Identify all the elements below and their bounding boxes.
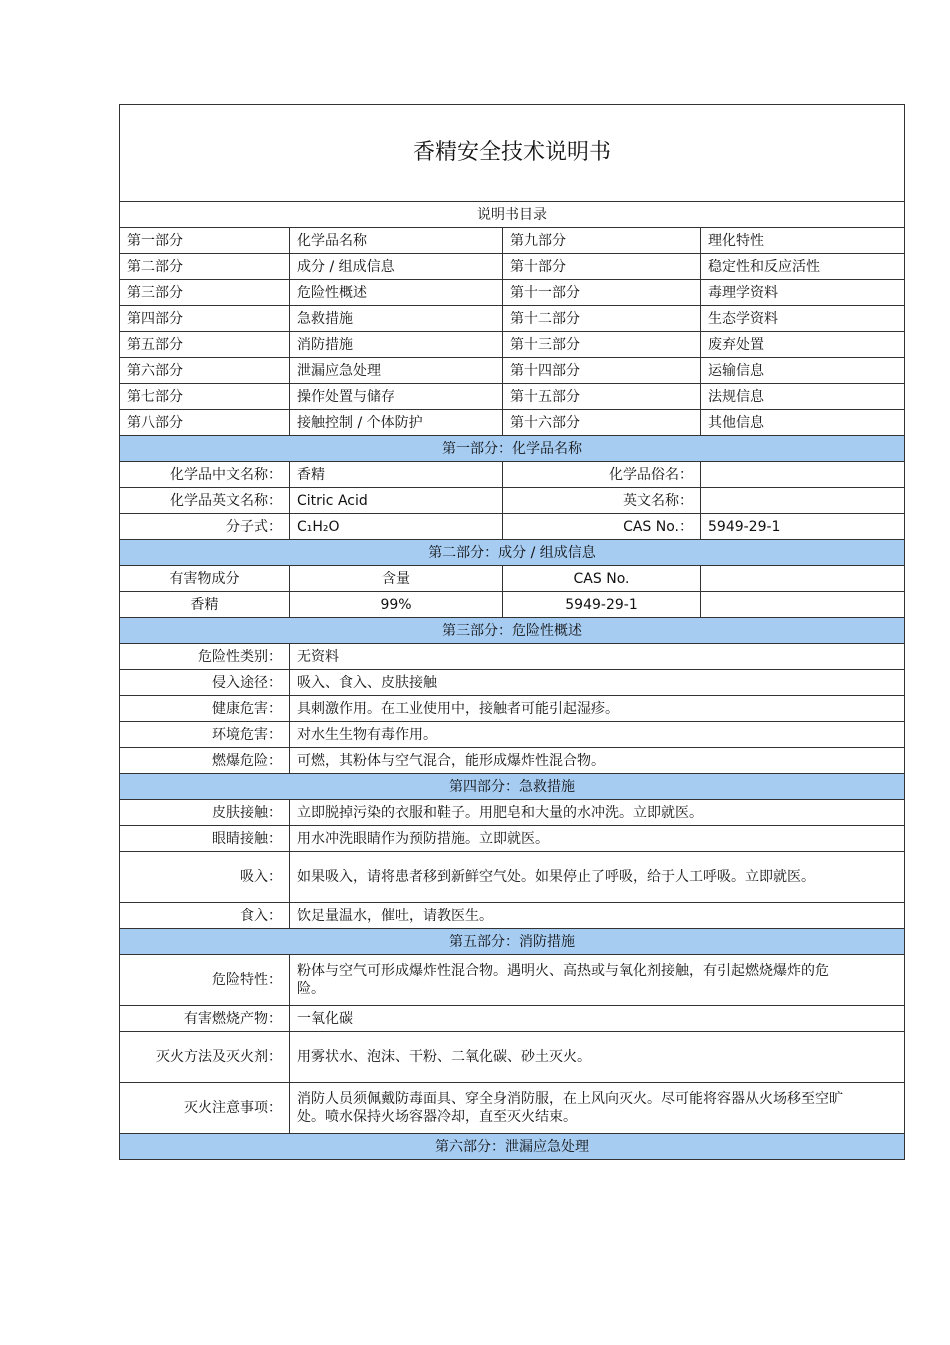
section-3-header: 第三部分：危险性概述 <box>120 618 905 644</box>
toc-title: 生态学资料 <box>701 306 905 332</box>
hazard-row <box>120 696 905 722</box>
toc-title: 泄漏应急处理 <box>290 358 503 384</box>
section-1-header: 第一部分：化学品名称 <box>120 436 905 462</box>
title-row <box>120 105 905 202</box>
toc-part: 第九部分 <box>503 228 701 254</box>
fire-hazard-value: 粉体与空气可形成爆炸性混合物。遇明火、高热或与氧化剂接触，有引起燃烧爆炸的危险。 <box>297 963 829 997</box>
toc-part: 第五部分 <box>120 332 290 358</box>
ingestion-label: 食入： <box>120 903 290 929</box>
first-aid-row <box>120 903 905 929</box>
document-title: 香精安全技术说明书 <box>120 105 905 202</box>
fire-row <box>120 1006 905 1032</box>
hazard-label: 环境危害： <box>120 722 290 748</box>
toc-title: 法规信息 <box>701 384 905 410</box>
en-name-value: Citric Acid <box>290 488 503 514</box>
eye-contact-value: 用水冲洗眼睛作为预防措施。立即就医。 <box>290 826 905 852</box>
empty-cell <box>701 566 905 592</box>
toc-title: 操作处置与储存 <box>290 384 503 410</box>
toc-part: 第三部分 <box>120 280 290 306</box>
hazard-row <box>120 722 905 748</box>
formula-value: C₁H₂O <box>290 514 503 540</box>
common-name-value <box>701 462 905 488</box>
hazard-value: 对水生生物有毒作用。 <box>290 722 905 748</box>
hazard-label: 健康危害： <box>120 696 290 722</box>
toc-part: 第四部分 <box>120 306 290 332</box>
column-header: 含量 <box>290 566 503 592</box>
skin-contact-value: 立即脱掉污染的衣服和鞋子。用肥皂和大量的水冲洗。立即就医。 <box>290 800 905 826</box>
en-alias-value <box>701 488 905 514</box>
fire-row <box>120 955 905 1006</box>
toc-title: 急救措施 <box>290 306 503 332</box>
extinguish-method-value: 用雾状水、泡沫、干粉、二氧化碳、砂土灭火。 <box>290 1032 905 1083</box>
toc-part: 第十四部分 <box>503 358 701 384</box>
inhalation-label: 吸入： <box>120 852 290 903</box>
empty-cell <box>701 592 905 618</box>
toc-part: 第十六部分 <box>503 410 701 436</box>
info-row <box>120 462 905 488</box>
section-5-header: 第五部分：消防措施 <box>120 929 905 955</box>
fire-row <box>120 1032 905 1083</box>
toc-title: 危险性概述 <box>290 280 503 306</box>
toc-heading-row <box>120 202 905 228</box>
eye-contact-label: 眼睛接触： <box>120 826 290 852</box>
cn-name-label: 化学品中文名称： <box>120 462 290 488</box>
section-header-row <box>120 540 905 566</box>
section-4-header: 第四部分：急救措施 <box>120 774 905 800</box>
combustion-products-value: 一氧化碳 <box>290 1006 905 1032</box>
toc-title: 毒理学资料 <box>701 280 905 306</box>
toc-row <box>120 306 905 332</box>
combustion-products-label: 有害燃烧产物： <box>120 1006 290 1032</box>
firefighting-notes-value: 消防人员须佩戴防毒面具、穿全身消防服，在上风向灭火。尽可能将容器从火场移至空旷处。喷水保持火场容器冷却，直至灭火结束。 <box>297 1091 843 1125</box>
toc-row <box>120 358 905 384</box>
formula-label: 分子式： <box>120 514 290 540</box>
toc-title: 理化特性 <box>701 228 905 254</box>
component-cas: 5949-29-1 <box>503 592 701 618</box>
hazard-row <box>120 748 905 774</box>
toc-part: 第七部分 <box>120 384 290 410</box>
fire-hazard-cell <box>290 955 905 1006</box>
section-header-row <box>120 774 905 800</box>
fire-hazard-label: 危险特性： <box>120 955 290 1006</box>
toc-row <box>120 280 905 306</box>
hazard-value: 无资料 <box>290 644 905 670</box>
hazard-row <box>120 644 905 670</box>
hazard-label: 燃爆危险： <box>120 748 290 774</box>
inhalation-cell <box>290 852 905 903</box>
hazard-label: 侵入途径： <box>120 670 290 696</box>
first-aid-row <box>120 852 905 903</box>
hazard-value: 吸入、食入、皮肤接触 <box>290 670 905 696</box>
first-aid-row <box>120 800 905 826</box>
toc-title: 接触控制 / 个体防护 <box>290 410 503 436</box>
msds-table <box>119 104 905 1160</box>
toc-part: 第十五部分 <box>503 384 701 410</box>
toc-part: 第一部分 <box>120 228 290 254</box>
composition-row <box>120 592 905 618</box>
toc-title: 消防措施 <box>290 332 503 358</box>
first-aid-row <box>120 826 905 852</box>
info-row <box>120 514 905 540</box>
toc-row <box>120 384 905 410</box>
section-header-row <box>120 618 905 644</box>
section-2-header: 第二部分：成分 / 组成信息 <box>120 540 905 566</box>
toc-row <box>120 228 905 254</box>
msds-sheet <box>119 104 904 1160</box>
info-row <box>120 488 905 514</box>
firefighting-notes-cell <box>290 1083 905 1134</box>
toc-part: 第十二部分 <box>503 306 701 332</box>
extinguish-method-label: 灭火方法及灭火剂： <box>120 1032 290 1083</box>
hazard-value: 可燃，其粉体与空气混合，能形成爆炸性混合物。 <box>290 748 905 774</box>
en-name-label: 化学品英文名称： <box>120 488 290 514</box>
hazard-label: 危险性类别： <box>120 644 290 670</box>
inhalation-value: 如果吸入，请将患者移到新鲜空气处。如果停止了呼吸，给于人工呼吸。立即就医。 <box>297 869 815 885</box>
skin-contact-label: 皮肤接触： <box>120 800 290 826</box>
fire-row <box>120 1083 905 1134</box>
toc-title: 化学品名称 <box>290 228 503 254</box>
toc-part: 第二部分 <box>120 254 290 280</box>
section-6-header: 第六部分：泄漏应急处理 <box>120 1134 905 1160</box>
cas-value: 5949-29-1 <box>701 514 905 540</box>
cas-label: CAS No.： <box>503 514 701 540</box>
toc-heading: 说明书目录 <box>120 202 905 228</box>
toc-part: 第十部分 <box>503 254 701 280</box>
ingestion-value: 饮足量温水，催吐，请教医生。 <box>290 903 905 929</box>
section-header-row <box>120 436 905 462</box>
toc-part: 第十一部分 <box>503 280 701 306</box>
component-name: 香精 <box>120 592 290 618</box>
firefighting-notes-label: 灭火注意事项： <box>120 1083 290 1134</box>
en-alias-label: 英文名称： <box>503 488 701 514</box>
toc-row <box>120 254 905 280</box>
component-content: 99% <box>290 592 503 618</box>
toc-title: 成分 / 组成信息 <box>290 254 503 280</box>
toc-row <box>120 410 905 436</box>
toc-part: 第十三部分 <box>503 332 701 358</box>
hazard-row <box>120 670 905 696</box>
toc-title: 废弃处置 <box>701 332 905 358</box>
column-header: CAS No. <box>503 566 701 592</box>
toc-part: 第六部分 <box>120 358 290 384</box>
toc-part: 第八部分 <box>120 410 290 436</box>
common-name-label: 化学品俗名： <box>503 462 701 488</box>
composition-header-row <box>120 566 905 592</box>
toc-title: 其他信息 <box>701 410 905 436</box>
toc-row <box>120 332 905 358</box>
section-header-row <box>120 1134 905 1160</box>
hazard-value: 具刺激作用。在工业使用中，接触者可能引起湿疹。 <box>290 696 905 722</box>
section-header-row <box>120 929 905 955</box>
column-header: 有害物成分 <box>120 566 290 592</box>
toc-title: 运输信息 <box>701 358 905 384</box>
cn-name-value: 香精 <box>290 462 503 488</box>
toc-title: 稳定性和反应活性 <box>701 254 905 280</box>
